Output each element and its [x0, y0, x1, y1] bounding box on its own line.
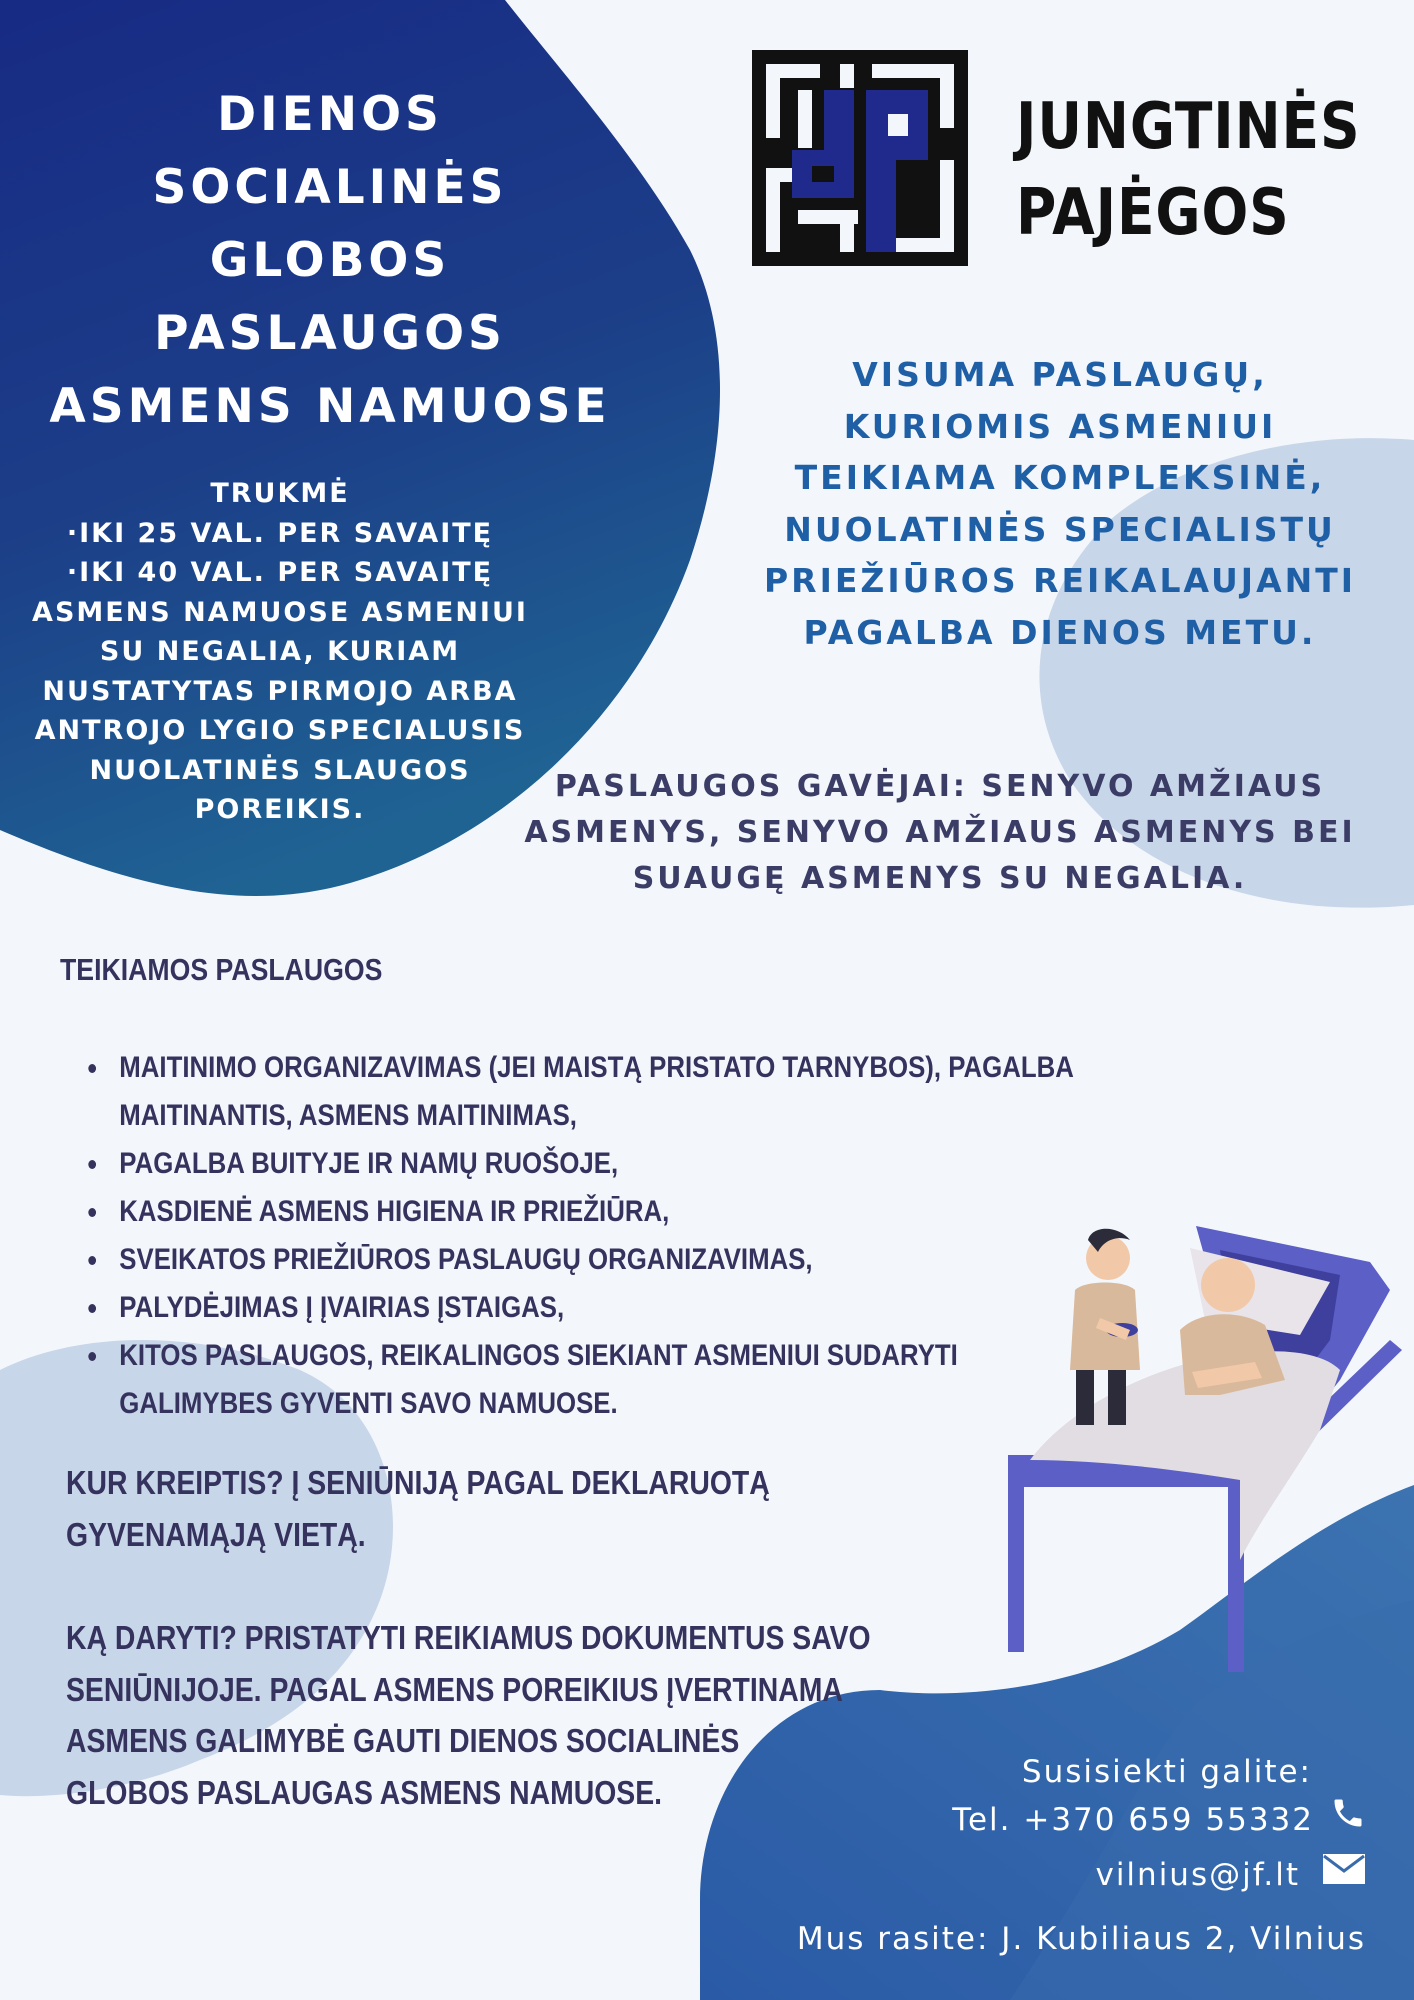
title-line: SOCIALINĖS [152, 160, 508, 215]
list-item [78, 1236, 1074, 1284]
what-line: GLOBOS PASLAUGAS ASMENS NAMUOSE. [66, 1773, 663, 1811]
what-line: SENIŪNIJOJE. PAGAL ASMENS POREIKIUS ĮVERTINAMA [66, 1670, 843, 1708]
list-item-line: PAGALBA BUITYJE IR NAMŲ RUOŠOJE, [119, 1147, 619, 1180]
duration-line: TRUKMĖ [210, 478, 350, 509]
phone-icon [1330, 1795, 1366, 1844]
definition-line: PAGALBA DIENOS METU. [803, 612, 1317, 652]
what-to-do [66, 1612, 871, 1818]
duration-line: SU NEGALIA, KURIAM [99, 636, 461, 667]
title-line: GLOBOS [209, 233, 451, 288]
services-list [78, 1044, 1074, 1428]
contact-phone-row [797, 1795, 1366, 1844]
list-item-line: KASDIENĖ ASMENS HIGIENA IR PRIEŽIŪRA, [119, 1195, 670, 1228]
title-line: DIENOS [217, 87, 443, 142]
contact-email-row [797, 1852, 1366, 1898]
jf-logo [752, 50, 968, 266]
list-item-line: PALYDĖJIMAS Į ĮVAIRIAS ĮSTAIGAS, [119, 1291, 565, 1324]
contact-block [797, 1749, 1366, 1962]
list-item-line: MAITINANTIS, ASMENS MAITINIMAS, [119, 1099, 577, 1132]
list-item-line: KITOS PASLAUGOS, REIKALINGOS SIEKIANT ASMENIUI SUDARYTI [119, 1339, 958, 1372]
brand-line: PAJĖGOS [1016, 176, 1290, 250]
brand-name [1016, 84, 1361, 256]
definition-line: NUOLATINĖS SPECIALISTŲ [784, 509, 1336, 549]
list-item [78, 1188, 1074, 1236]
where-to-apply [66, 1457, 770, 1560]
contact-phone[interactable]: Tel. +370 659 55332 [952, 1801, 1314, 1838]
list-item [78, 1044, 1074, 1140]
duration-line: ASMENS NAMUOSE ASMENIUI [32, 596, 528, 628]
title-line: ASMENS NAMUOSE [49, 379, 611, 434]
envelope-icon [1322, 1852, 1366, 1898]
list-item-line: MAITINIMO ORGANIZAVIMAS (JEI MAISTĄ PRISTATO TARNYBOS), PAGALBA [119, 1051, 1074, 1084]
title-line: PASLAUGOS [154, 306, 506, 361]
duration-line: NUSTATYTAS PIRMOJO ARBA [42, 675, 518, 707]
definition-line: TEIKIAMA KOMPLEKSINĖ, [794, 458, 1326, 497]
list-item [78, 1332, 1074, 1428]
recipients-line: PASLAUGOS GAVĖJAI: SENYVO AMŽIAUS [554, 769, 1326, 804]
what-line: KĄ DARYTI? PRISTATYTI REIKIAMUS DOKUMENTUS SAVO [66, 1619, 871, 1656]
duration-line: POREIKIS. [194, 794, 366, 825]
list-item-line: SVEIKATOS PRIEŽIŪROS PASLAUGŲ ORGANIZAVIMAS, [119, 1243, 813, 1276]
where-line: KUR KREIPTIS? Į SENIŪNIJĄ PAGAL DEKLARUOTĄ [66, 1464, 770, 1501]
list-item [78, 1284, 1074, 1332]
contact-heading: Susisiekti galite: [1021, 1754, 1312, 1790]
recipients-line: SUAUGĘ ASMENYS SU NEGALIA. [632, 861, 1248, 896]
list-item-line: GALIMYBES GYVENTI SAVO NAMUOSE. [119, 1387, 618, 1420]
services-title: TEIKIAMOS PASLAUGOS [60, 952, 383, 987]
service-definition [740, 349, 1380, 658]
definition-line: PRIEŽIŪROS REIKALAUJANTI [763, 561, 1357, 600]
duration-line: ·IKI 40 VAL. PER SAVAITĘ [66, 557, 494, 588]
main-title [20, 78, 640, 443]
where-line: GYVENAMĄJĄ VIETĄ. [66, 1515, 366, 1553]
recipients-line: ASMENYS, SENYVO AMŽIAUS ASMENYS BEI [524, 815, 1356, 850]
duration-line: ·IKI 25 VAL. PER SAVAITĘ [66, 517, 494, 549]
duration-line: ANTROJO LYGIO SPECIALUSIS [34, 715, 526, 746]
duration-block [20, 474, 540, 830]
contact-email[interactable]: vilnius@jf.lt [1095, 1857, 1300, 1893]
brand-line: JUNGTINĖS [1016, 90, 1361, 164]
service-recipients [500, 764, 1380, 902]
contact-address: Mus rasite: J. Kubiliaus 2, Vilnius [796, 1921, 1366, 1957]
definition-line: KURIOMIS ASMENIUI [843, 406, 1277, 446]
definition-line: VISUMA PASLAUGŲ, [852, 355, 1268, 394]
duration-line: NUOLATINĖS SLAUGOS [89, 754, 471, 786]
list-item [78, 1140, 1074, 1188]
what-line: ASMENS GALIMYBĖ GAUTI DIENOS SOCIALINĖS [66, 1722, 740, 1759]
